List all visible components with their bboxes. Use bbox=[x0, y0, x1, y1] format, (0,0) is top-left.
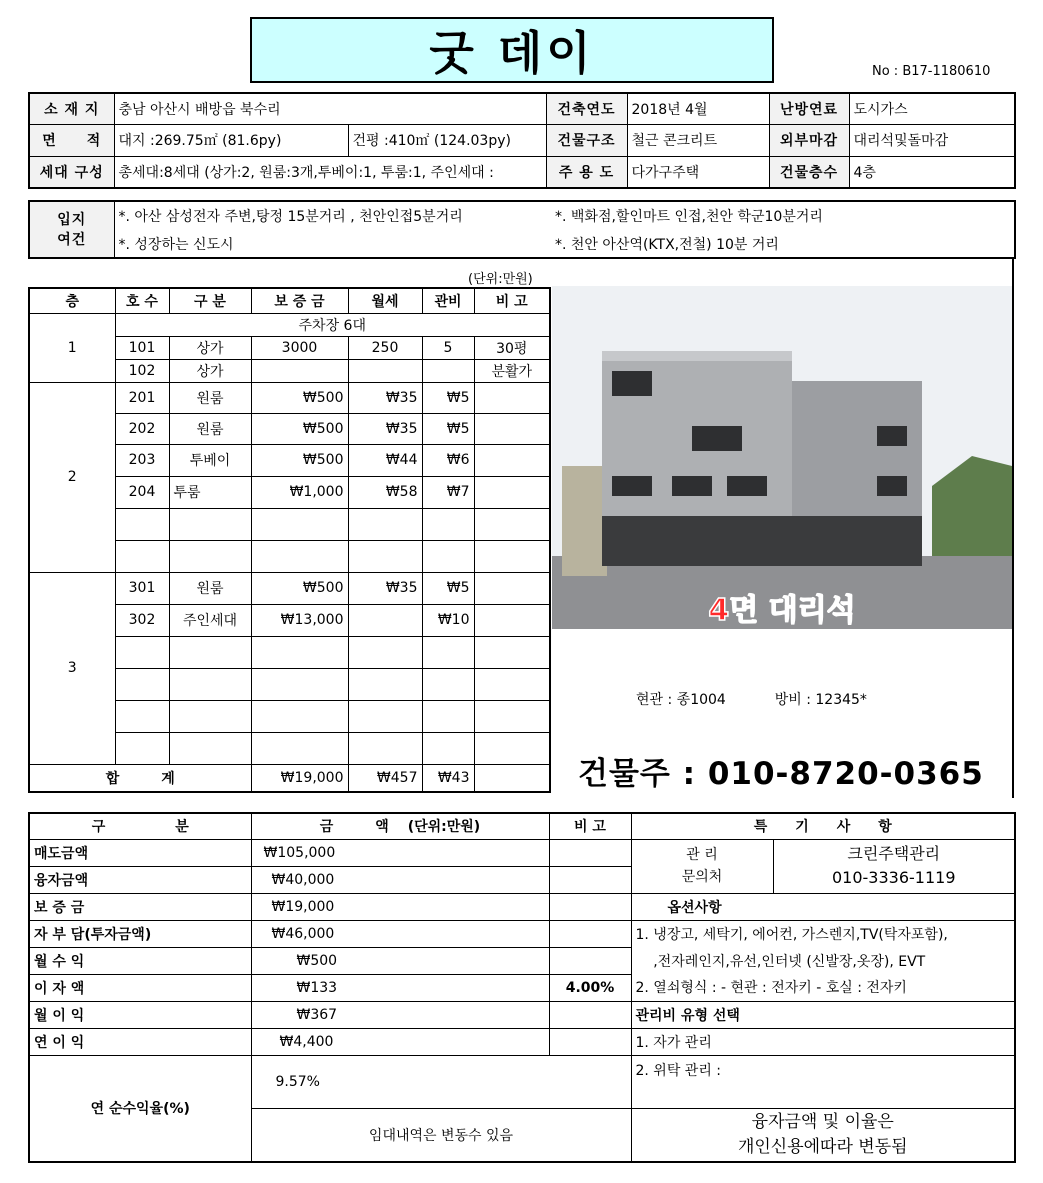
deposit-cell bbox=[251, 700, 348, 732]
note-cell: 30평 bbox=[474, 336, 550, 359]
type-cell bbox=[169, 732, 251, 764]
floor-1-label: 1 bbox=[29, 313, 115, 382]
finance-label: 융자금액 bbox=[29, 866, 251, 893]
access-codes bbox=[636, 689, 867, 709]
mgmt-type-option: 1. 자가 관리 bbox=[631, 1028, 1015, 1055]
deposit-cell: ₩500 bbox=[251, 382, 348, 413]
location-value: 충남 아산시 배방읍 북수리 bbox=[114, 93, 546, 124]
finance-note bbox=[549, 1028, 631, 1055]
type-cell: 투베이 bbox=[169, 444, 251, 476]
note-cell bbox=[474, 508, 550, 540]
unit-cell bbox=[115, 700, 169, 732]
location-conditions-label-line1: 입지 bbox=[57, 211, 87, 228]
finance-amount: ₩367 bbox=[251, 1001, 549, 1028]
yield-row bbox=[29, 1055, 1015, 1108]
mgmt-phone: 010-3336-1119 bbox=[831, 868, 956, 887]
total-deposit: ₩19,000 bbox=[251, 764, 348, 792]
note-cell bbox=[474, 476, 550, 508]
rent-table bbox=[28, 287, 551, 793]
heating-label: 난방연료 bbox=[769, 93, 849, 124]
finance-col-amount: 금 액 (단위:만원) bbox=[251, 813, 549, 839]
type-cell bbox=[169, 540, 251, 572]
finance-row bbox=[29, 1001, 1015, 1028]
floor-area-value: 건평 :410㎡ (124.03py) bbox=[348, 124, 546, 156]
yield-label: 연 순수익율(%) bbox=[29, 1055, 251, 1162]
usage-label: 주 용 도 bbox=[546, 156, 627, 188]
fee-cell: ₩6 bbox=[422, 444, 474, 476]
finance-row bbox=[29, 839, 1015, 866]
property-info-table bbox=[28, 92, 1016, 189]
window bbox=[877, 476, 907, 496]
rent-cell: ₩35 bbox=[348, 413, 422, 444]
mgmt-contact-label bbox=[631, 839, 773, 893]
fee-cell bbox=[422, 732, 474, 764]
type-cell: 투룸 bbox=[169, 476, 251, 508]
note-cell bbox=[474, 413, 550, 444]
mgmt-type-title: 관리비 유형 선택 bbox=[631, 1001, 1015, 1028]
unit-cell bbox=[115, 508, 169, 540]
finance-row bbox=[29, 893, 1015, 920]
fee-cell bbox=[422, 668, 474, 700]
rent-table-header bbox=[29, 288, 550, 313]
finance-header bbox=[29, 813, 1015, 839]
finance-amount: ₩46,000 bbox=[251, 920, 549, 947]
households-label: 세대 구성 bbox=[29, 156, 114, 188]
table-row bbox=[29, 382, 550, 413]
finance-row bbox=[29, 974, 1015, 1001]
finance-note bbox=[549, 893, 631, 920]
building-illustration bbox=[552, 286, 1012, 629]
total-note bbox=[474, 764, 550, 792]
rent-cell: ₩35 bbox=[348, 382, 422, 413]
scaffold bbox=[562, 466, 607, 576]
unit-cell bbox=[115, 732, 169, 764]
mgmt-type-option: 2. 위탁 관리 : bbox=[631, 1055, 1015, 1108]
floor-2-label: 2 bbox=[29, 382, 115, 572]
rent-cell: ₩35 bbox=[348, 572, 422, 604]
finance-col-category: 구 분 bbox=[29, 813, 251, 839]
window bbox=[692, 426, 742, 451]
ground-floor bbox=[602, 516, 922, 566]
location-condition-item: *. 천안 아산역(KTX,전철) 10분 거리 bbox=[555, 236, 779, 253]
loan-note-line1: 융자금액 및 이율은 bbox=[751, 1111, 894, 1132]
finance-amount: ₩105,000 bbox=[251, 839, 549, 866]
rent-cell bbox=[348, 359, 422, 382]
options-line: ,전자레인지,유선,인터넷 (신발장,옷장), EVT bbox=[631, 947, 1015, 974]
finance-row bbox=[29, 1028, 1015, 1055]
options-title: 옵션사항 bbox=[631, 893, 1015, 920]
col-deposit: 보 증 금 bbox=[251, 288, 348, 313]
finance-note bbox=[549, 920, 631, 947]
location-condition-item: *. 아산 삼성전자 주변,탕정 15분거리 , 천안인접5분거리 bbox=[118, 209, 463, 225]
building-photo bbox=[552, 286, 1012, 629]
total-row bbox=[29, 764, 550, 792]
deposit-cell: ₩500 bbox=[251, 572, 348, 604]
note-cell bbox=[474, 540, 550, 572]
finance-amount: ₩500 bbox=[251, 947, 549, 974]
land-area-value: 대지 :269.75㎡ (81.6py) bbox=[114, 124, 348, 156]
note-cell bbox=[474, 732, 550, 764]
exterior-label: 외부마감 bbox=[769, 124, 849, 156]
window bbox=[612, 371, 652, 396]
type-cell bbox=[169, 508, 251, 540]
middle-section-right-border bbox=[1012, 258, 1014, 798]
rent-cell: 250 bbox=[348, 336, 422, 359]
structure-value: 철근 콘크리트 bbox=[627, 124, 769, 156]
mgmt-label-line2: 문의처 bbox=[681, 869, 723, 885]
note-cell: 분활가 bbox=[474, 359, 550, 382]
finance-label: 매도금액 bbox=[29, 839, 251, 866]
total-fee: ₩43 bbox=[422, 764, 474, 792]
parking-note: 주차장 6대 bbox=[115, 313, 550, 336]
window bbox=[672, 476, 712, 496]
finance-amount: ₩19,000 bbox=[251, 893, 549, 920]
note-cell bbox=[474, 604, 550, 636]
finance-label: 보 증 금 bbox=[29, 893, 251, 920]
rent-cell bbox=[348, 700, 422, 732]
rent-cell bbox=[348, 636, 422, 668]
rent-cell bbox=[348, 604, 422, 636]
window bbox=[877, 426, 907, 446]
floors-value: 4층 bbox=[849, 156, 1015, 188]
usage-value: 다가구주택 bbox=[627, 156, 769, 188]
rent-cell bbox=[348, 668, 422, 700]
type-cell: 원룸 bbox=[169, 413, 251, 444]
fee-cell: ₩10 bbox=[422, 604, 474, 636]
built-year-label: 건축연도 bbox=[546, 93, 627, 124]
fee-cell bbox=[422, 636, 474, 668]
unit-cell: 302 bbox=[115, 604, 169, 636]
fee-cell: ₩5 bbox=[422, 572, 474, 604]
deposit-cell bbox=[251, 668, 348, 700]
fee-cell bbox=[422, 700, 474, 732]
note-cell bbox=[474, 382, 550, 413]
location-conditions-table bbox=[28, 200, 1016, 259]
fee-cell: 5 bbox=[422, 336, 474, 359]
finance-note bbox=[549, 947, 631, 974]
photo-caption: 4면 대리석 bbox=[708, 593, 856, 628]
fee-cell bbox=[422, 359, 474, 382]
loan-note-line2: 개인신용에따라 변동됨 bbox=[737, 1136, 908, 1157]
disclaimer: 임대내역은 변동수 있음 bbox=[251, 1108, 631, 1162]
window bbox=[727, 476, 767, 496]
total-rent: ₩457 bbox=[348, 764, 422, 792]
deposit-cell: ₩500 bbox=[251, 444, 348, 476]
finance-label: 이 자 액 bbox=[29, 974, 251, 1001]
finance-note bbox=[549, 839, 631, 866]
type-cell bbox=[169, 700, 251, 732]
finance-note bbox=[549, 1001, 631, 1028]
rent-cell bbox=[348, 540, 422, 572]
type-cell: 원룸 bbox=[169, 572, 251, 604]
rent-cell bbox=[348, 508, 422, 540]
mgmt-contact-value bbox=[773, 839, 1015, 893]
roof-parapet bbox=[602, 351, 792, 361]
unit-cell: 101 bbox=[115, 336, 169, 359]
unit-cell: 201 bbox=[115, 382, 169, 413]
mgmt-company: 크린주택관리 bbox=[847, 844, 941, 863]
unit-cell bbox=[115, 668, 169, 700]
deposit-cell bbox=[251, 359, 348, 382]
deposit-cell: 3000 bbox=[251, 336, 348, 359]
floors-label: 건물층수 bbox=[769, 156, 849, 188]
middle-section-frame bbox=[28, 258, 1012, 259]
loan-note bbox=[631, 1108, 1015, 1162]
finance-label: 월 이 익 bbox=[29, 1001, 251, 1028]
finance-note bbox=[549, 866, 631, 893]
finance-col-note: 비 고 bbox=[549, 813, 631, 839]
col-floor: 층 bbox=[29, 288, 115, 313]
finance-amount: ₩133 bbox=[251, 974, 549, 1001]
note-cell bbox=[474, 572, 550, 604]
rent-cell: ₩44 bbox=[348, 444, 422, 476]
location-conditions-label-line2: 여건 bbox=[57, 231, 87, 248]
deposit-cell bbox=[251, 508, 348, 540]
col-note: 비 고 bbox=[474, 288, 550, 313]
structure-label: 건물구조 bbox=[546, 124, 627, 156]
finance-amount: ₩40,000 bbox=[251, 866, 549, 893]
finance-table bbox=[28, 812, 1016, 1163]
finance-label: 연 이 익 bbox=[29, 1028, 251, 1055]
built-year-value: 2018년 4월 bbox=[627, 93, 769, 124]
exterior-value: 대리석및돌마감 bbox=[849, 124, 1015, 156]
note-cell bbox=[474, 636, 550, 668]
note-cell bbox=[474, 444, 550, 476]
special-notes-header: 특 기 사 항 bbox=[631, 813, 1015, 839]
households-value: 총세대:8세대 (상가:2, 원룸:3개,투베이:1, 투룸:1, 주인세대 : bbox=[114, 156, 546, 188]
options-line: 2. 열쇠형식 : - 현관 : 전자키 - 호실 : 전자키 bbox=[631, 974, 1015, 1001]
col-fee: 관비 bbox=[422, 288, 474, 313]
yield-value: 9.57% bbox=[251, 1055, 631, 1108]
room-code: 방비 : 12345* bbox=[774, 692, 867, 708]
note-cell bbox=[474, 700, 550, 732]
options-line: 1. 냉장고, 세탁기, 에어컨, 가스렌지,TV(탁자포함), bbox=[631, 920, 1015, 947]
interest-rate: 4.00% bbox=[549, 974, 631, 1001]
deposit-cell: ₩1,000 bbox=[251, 476, 348, 508]
location-condition-item: *. 성장하는 신도시 bbox=[118, 236, 234, 253]
area-label: 면 적 bbox=[29, 124, 114, 156]
location-conditions-label bbox=[29, 201, 114, 258]
fee-cell bbox=[422, 540, 474, 572]
type-cell bbox=[169, 636, 251, 668]
document-number: No : B17-1180610 bbox=[872, 64, 991, 79]
type-cell: 원룸 bbox=[169, 382, 251, 413]
mgmt-label-line1: 관 리 bbox=[686, 847, 718, 863]
unit-cell: 204 bbox=[115, 476, 169, 508]
entrance-code: 현관 : 종1004 bbox=[636, 692, 726, 708]
table-row bbox=[29, 572, 550, 604]
location-condition-item: *. 백화점,할인마트 인접,천안 학군10분거리 bbox=[555, 209, 823, 225]
unit-cell: 203 bbox=[115, 444, 169, 476]
finance-amount: ₩4,400 bbox=[251, 1028, 549, 1055]
deposit-cell bbox=[251, 636, 348, 668]
finance-row bbox=[29, 947, 1015, 974]
type-cell: 주인세대 bbox=[169, 604, 251, 636]
owner-contact: 건물주 : 010-8720-0365 bbox=[578, 756, 984, 792]
deposit-cell bbox=[251, 732, 348, 764]
rent-cell: ₩58 bbox=[348, 476, 422, 508]
type-cell: 상가 bbox=[169, 336, 251, 359]
type-cell: 상가 bbox=[169, 359, 251, 382]
col-type: 구 분 bbox=[169, 288, 251, 313]
unit-cell: 202 bbox=[115, 413, 169, 444]
note-cell bbox=[474, 668, 550, 700]
window bbox=[612, 476, 652, 496]
unit-cell bbox=[115, 636, 169, 668]
deposit-cell: ₩500 bbox=[251, 413, 348, 444]
rent-cell bbox=[348, 732, 422, 764]
fee-cell: ₩5 bbox=[422, 413, 474, 444]
col-unit: 호 수 bbox=[115, 288, 169, 313]
heating-value: 도시가스 bbox=[849, 93, 1015, 124]
type-cell bbox=[169, 668, 251, 700]
floor-3-label: 3 bbox=[29, 572, 115, 764]
finance-label: 자 부 담(투자금액) bbox=[29, 920, 251, 947]
finance-row bbox=[29, 920, 1015, 947]
total-label: 합 계 bbox=[29, 764, 251, 792]
page-title: 굿 데이 bbox=[250, 17, 774, 83]
unit-cell: 301 bbox=[115, 572, 169, 604]
unit-cell: 102 bbox=[115, 359, 169, 382]
unit-cell bbox=[115, 540, 169, 572]
fee-cell bbox=[422, 508, 474, 540]
fee-cell: ₩7 bbox=[422, 476, 474, 508]
deposit-cell bbox=[251, 540, 348, 572]
col-rent: 월세 bbox=[348, 288, 422, 313]
deposit-cell: ₩13,000 bbox=[251, 604, 348, 636]
table-row bbox=[29, 313, 550, 336]
location-label: 소 재 지 bbox=[29, 93, 114, 124]
fee-cell: ₩5 bbox=[422, 382, 474, 413]
finance-label: 월 수 익 bbox=[29, 947, 251, 974]
unit-note: (단위:만원) bbox=[468, 272, 533, 287]
